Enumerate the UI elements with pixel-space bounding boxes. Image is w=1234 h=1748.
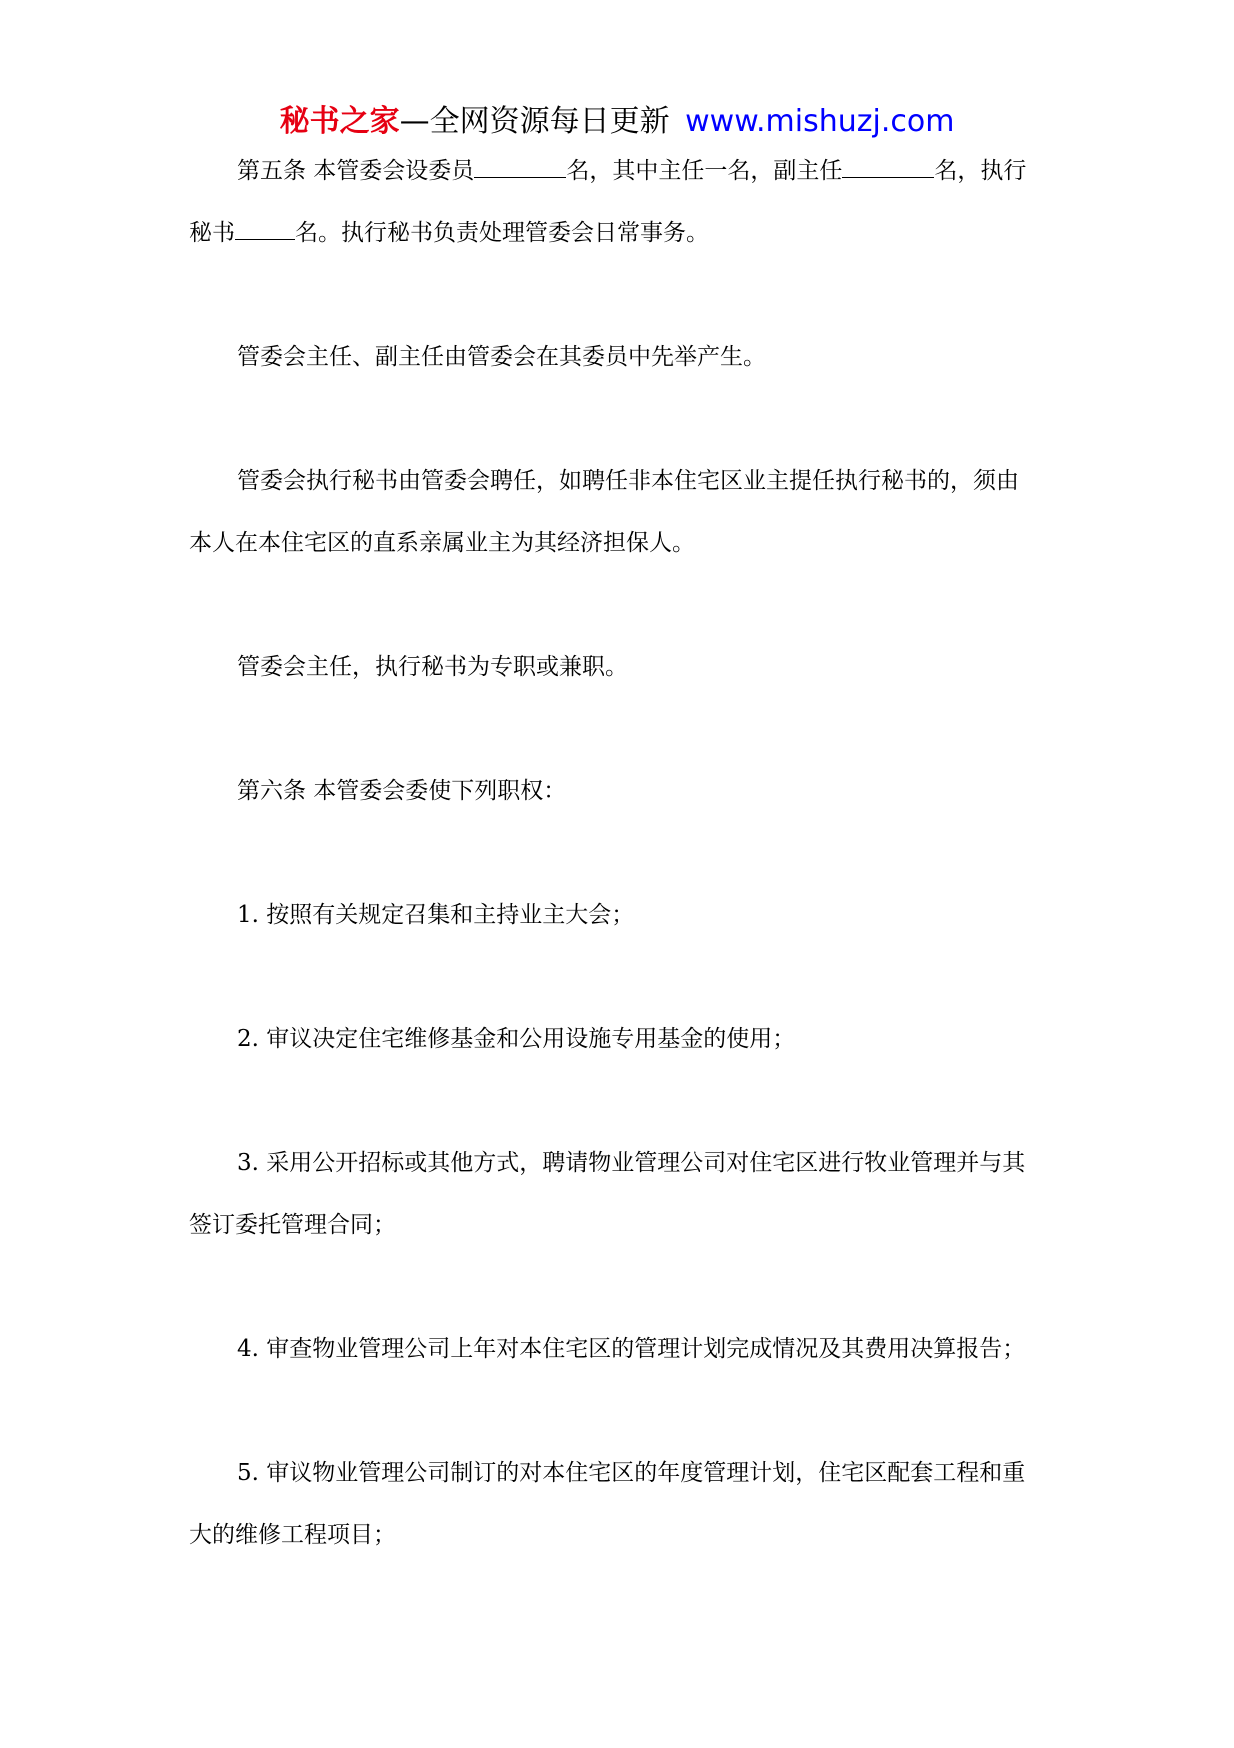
article-5-paragraph-2: 管委会主任、副主任由管委会在其委员中先举产生。 [237,344,766,370]
blank-committee-members [474,157,566,178]
article-5-paragraph-1 [189,140,1041,264]
article-6-item-3: 3. 采用公开招标或其他方式，聘请物业管理公司对住宅区进行牧业管理并与其签订委托管理合同； [189,1150,1026,1238]
brand-name: 秘书之家 [279,104,400,139]
article-6-item-5: 5. 审议物业管理公司制订的对本住宅区的年度管理计划，住宅区配套工程和重大的维修工程项目； [189,1460,1026,1548]
article-5-paragraph-4: 管委会主任，执行秘书为专职或兼职。 [237,654,628,680]
article-6-heading: 第六条 本管委会委使下列职权： [237,778,567,804]
site-url-link[interactable]: www.mishuzj.com [685,104,955,139]
article-5-paragraph-3: 管委会执行秘书由管委会聘任，如聘任非本住宅区业主提任执行秘书的，须由本人在本住宅区的直系亲属业主为其经济担保人。 [189,468,1019,556]
article-5-text-c: 名，执行秘书 [189,158,1027,246]
document-body [189,140,1041,1628]
article-6-item-2: 2. 审议决定住宅维修基金和公用设施专用基金的使用； [237,1026,796,1052]
article-5-text-a: 第五条 本管委会设委员 [237,158,475,184]
article-6-item-1: 1. 按照有关规定召集和主持业主大会； [237,902,635,928]
article-5-text-b: 名，其中主任一名，副主任 [566,158,843,184]
site-header [0,100,1234,144]
blank-vice-directors [842,157,934,178]
article-5-text-d: 名。执行秘书负责处理管委会日常事务。 [295,220,709,246]
blank-executive-secretaries [235,219,295,240]
article-6-item-4: 4. 审查物业管理公司上年对本住宅区的管理计划完成情况及其费用决算报告； [237,1336,1026,1362]
header-tagline: —全网资源每日更新 [399,104,670,139]
